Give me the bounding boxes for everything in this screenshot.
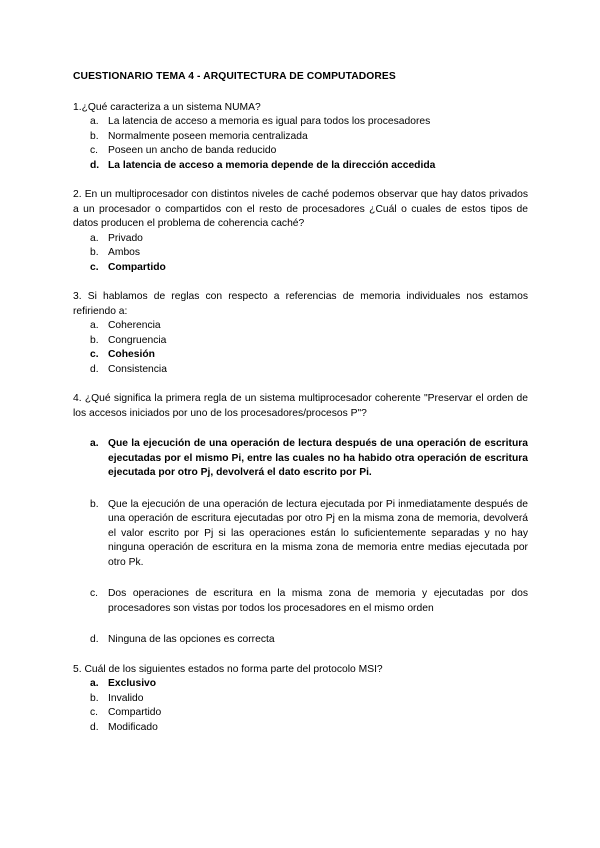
option-a (73, 115, 528, 130)
options-list (73, 115, 528, 173)
options-list (73, 677, 528, 735)
option-letter: d. (90, 634, 99, 645)
options-list (73, 319, 528, 377)
option-letter: a. (90, 320, 99, 331)
option-text: Poseen un ancho de banda reducido (108, 145, 277, 156)
question-text: 1.¿Qué caracteriza a un sistema NUMA? (73, 101, 261, 113)
option-text: Exclusivo (108, 678, 157, 689)
option-text: Compartido (108, 261, 166, 273)
question-1 (73, 101, 528, 174)
option-a (73, 319, 528, 334)
option-c-correct (73, 261, 528, 276)
option-letter: a. (90, 116, 99, 127)
option-text: Coherencia (108, 320, 161, 331)
option-b (73, 130, 528, 145)
option-text: Modificado (108, 721, 158, 733)
question-3 (73, 290, 528, 377)
option-letter: b. (90, 334, 99, 346)
option-text: Compartido (108, 707, 162, 718)
option-b (73, 246, 528, 261)
option-letter: d. (90, 159, 100, 171)
option-text: La latencia de acceso a memoria depende de la dirección accedida (108, 159, 436, 171)
option-text: Normalmente poseen memoria centralizada (108, 130, 308, 142)
option-d (73, 363, 528, 378)
option-b (73, 692, 528, 707)
option-text: Que la ejecución de una operación de lectura después de una operación de escritura ejecutadas por el mismo Pi, entre las cuales no ha habido otra operación de escritura ejecutada por otro Pj, devolverá el dato escrito por Pi. (108, 438, 528, 478)
option-text: Que la ejecución de una operación de lectura ejecutada por Pi inmediatamente después de una operación de escritura ejecutadas por otro Pj en la misma zona de memoria, devolverá el valor escrito por Pj si las operaciones están lo suficientemente separadas y no hay ninguna operación de escritura en la misma zona de memoria entre medias ejecutada por otro Pk. (108, 498, 528, 568)
option-letter: c. (90, 261, 99, 273)
option-text: Privado (108, 232, 143, 244)
question-text: 4. ¿Qué significa la primera regla de un sistema multiprocesador coherente "Preservar el orden de los accesos iniciados por uno de los procesadores/procesos P"? (73, 393, 528, 419)
option-text: Consistencia (108, 363, 167, 375)
option-text: Cohesión (108, 349, 155, 360)
option-letter: a. (90, 678, 99, 689)
option-text: La latencia de acceso a memoria es igual para todos los procesadores (108, 116, 431, 127)
option-a-correct (73, 677, 528, 692)
option-text: Invalido (108, 692, 144, 704)
option-a (73, 232, 528, 247)
option-letter: b. (90, 247, 99, 258)
option-letter: d. (90, 721, 99, 733)
option-text: Dos operaciones de escritura en la misma zona de memoria y ejecutadas por dos procesadores son vistas por todos los procesadores en el mismo orden (108, 588, 528, 614)
option-letter: d. (90, 363, 99, 375)
question-5 (73, 663, 528, 736)
option-letter: c. (90, 349, 99, 360)
question-text: 3. Si hablamos de reglas con respecto a referencias de memoria individuales nos estamos refiriendo a: (73, 291, 528, 317)
option-b (73, 334, 528, 349)
option-letter: c. (90, 588, 99, 599)
option-c (73, 587, 528, 616)
option-c-correct (73, 348, 528, 363)
option-letter: c. (90, 145, 99, 156)
option-d (73, 721, 528, 736)
option-c (73, 706, 528, 721)
option-letter: b. (90, 498, 99, 510)
option-d (73, 633, 528, 648)
option-letter: c. (90, 707, 99, 718)
option-text: Ambos (108, 247, 141, 258)
option-letter: b. (90, 692, 99, 704)
options-list (73, 232, 528, 276)
option-c (73, 144, 528, 159)
question-4 (73, 392, 528, 648)
document-page (73, 70, 528, 750)
question-2 (73, 188, 528, 275)
document-title: CUESTIONARIO TEMA 4 - ARQUITECTURA DE COMPUTADORES (73, 71, 396, 82)
option-text: Congruencia (108, 334, 167, 346)
option-letter: a. (90, 438, 99, 449)
option-letter: b. (90, 130, 99, 142)
question-text: 5. Cuál de los siguientes estados no forma parte del protocolo MSI? (73, 663, 383, 675)
option-d-correct (73, 159, 528, 174)
option-b (73, 498, 528, 571)
option-text: Ninguna de las opciones es correcta (108, 634, 275, 645)
question-text: 2. En un multiprocesador con distintos niveles de caché podemos observar que hay datos privados a un procesador o compartidos con el resto de procesadores ¿Cuál o cuales de estos tipos de datos producen el problema de coherencia caché? (73, 189, 528, 229)
option-a-correct (73, 437, 528, 481)
options-list (73, 437, 528, 648)
option-letter: a. (90, 232, 99, 244)
